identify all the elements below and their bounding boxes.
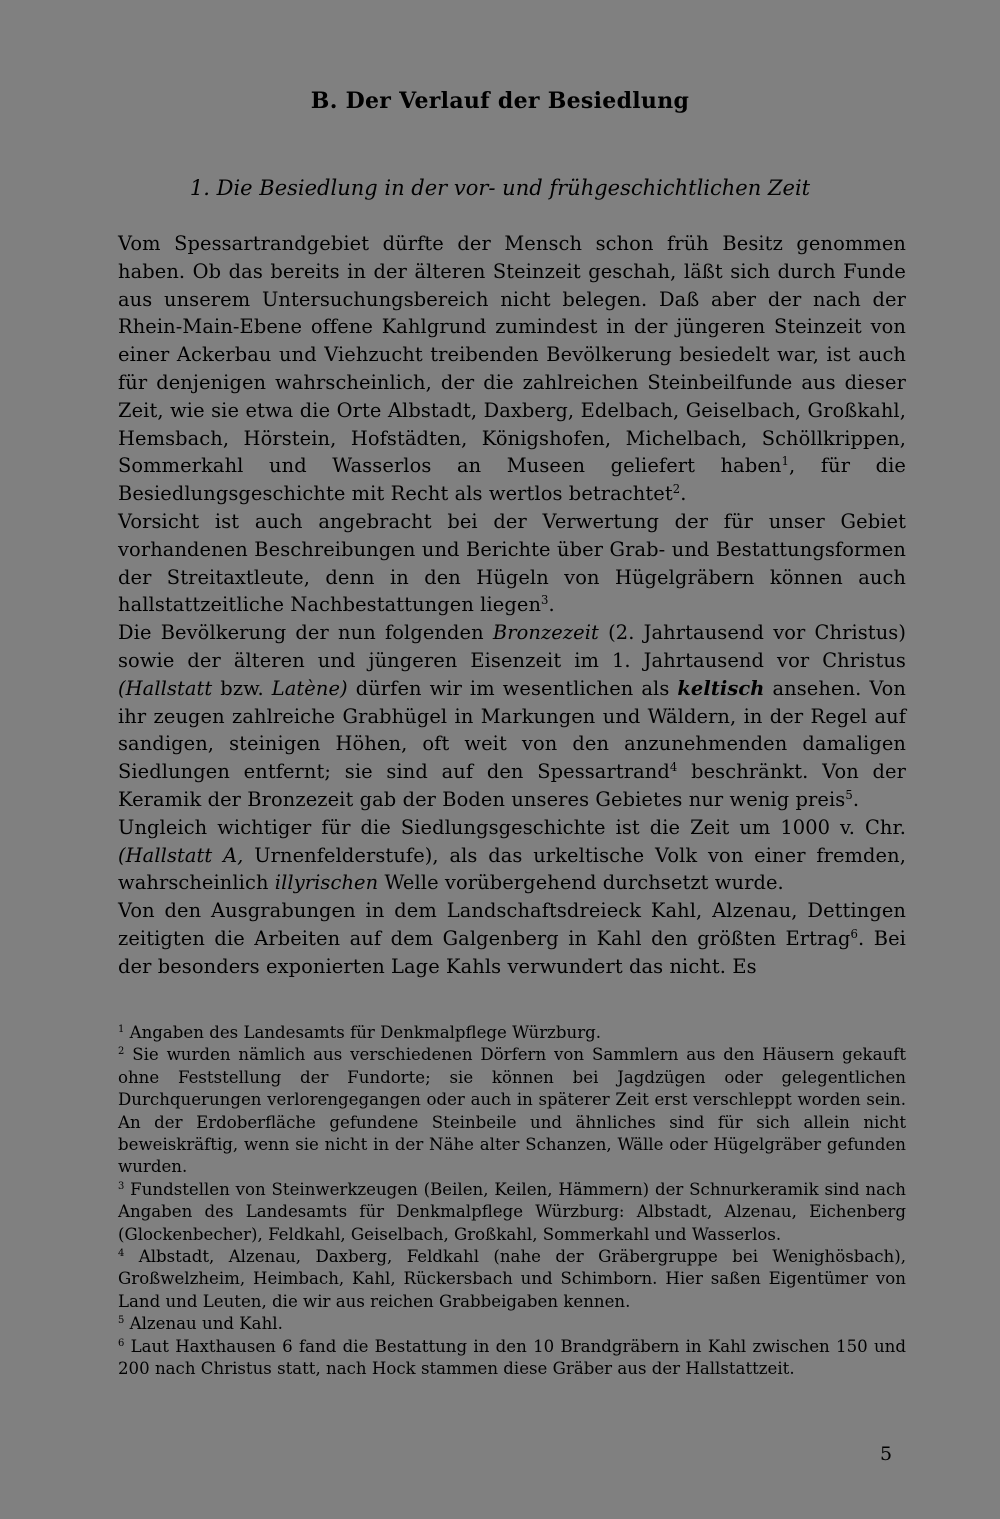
footnote-number: 1: [118, 1024, 125, 1036]
footnote-text: Angaben des Landesamts für Denkmalpflege Würzburg.: [124, 1023, 602, 1042]
page-number: 5: [880, 1443, 893, 1465]
chapter-title: B. Der Verlauf der Besiedlung: [310, 88, 690, 114]
text-run: Welle vorübergehend durchsetzt wurde.: [378, 871, 784, 895]
footnote-1: [118, 1022, 906, 1044]
footnote-ref-5: 5: [845, 787, 853, 802]
term-keltisch: keltisch: [677, 676, 765, 700]
text-run: beschränkt. Von der Keramik der Bronzezeit gab der Boden unseres Gebietes nur wenig preis: [118, 760, 906, 811]
footnote-text: Alzenau und Kahl.: [124, 1314, 283, 1334]
term-illyrischen: illyrischen: [274, 871, 379, 895]
text-run: dürfen wir im wesentlichen als: [347, 676, 678, 700]
footnote-number: 4: [118, 1248, 125, 1260]
footnote-5: [118, 1313, 906, 1335]
term-hallstatt-a: (Hallstatt A,: [118, 843, 244, 867]
main-text: [118, 230, 906, 981]
text-run: .: [680, 482, 687, 506]
footnote-ref-6: 6: [850, 926, 859, 941]
footnote-ref-3: 3: [541, 593, 549, 608]
text-run: Von den Ausgrabungen in dem Landschaftsdreieck Kahl, Alzenau, Dettingen zeitigten die Arbeiten auf dem Galgenberg in Kahl den größten Ertrag: [118, 899, 906, 950]
text-run: Die Bevölkerung der nun folgenden: [118, 621, 493, 645]
footnote-4: [118, 1246, 906, 1313]
footnote-number: 2: [118, 1046, 125, 1058]
text-run: Urnenfelderstufe), als das urkeltische Volk von einer fremden, wahrscheinlich: [118, 843, 906, 895]
footnote-text: Fundstellen von Steinwerkzeugen (Beilen, Keilen, Hämmern) der Schnurkeramik sind nach Angaben des Landesamts für Denkmalpflege Würzburg: Albstadt, Alzenau, Eichenberg (Glockenbecher), Feldkahl, Geiselbach, Großkahl, Sommerkahl und Wasserlos.: [118, 1179, 906, 1244]
text-run: Ungleich wichtiger für die Siedlungsgeschichte ist die Zeit um 1000 v. Chr.: [118, 815, 906, 839]
footnote-ref-1: 1: [781, 454, 790, 469]
footnote-text: Albstadt, Alzenau, Daxberg, Feldkahl (nahe der Gräbergruppe bei Wenighösbach), Großwelzheim, Heimbach, Kahl, Rückersbach und Schimborn. Hier saßen Eigentümer von Land und Leuten, die wir aus reichen Grabbeigaben kennen.: [118, 1247, 906, 1311]
footnote-2: [118, 1044, 906, 1178]
footnotes: [118, 1022, 906, 1381]
paragraph-2: [118, 508, 906, 619]
text-run: Vom Spessartrandgebiet dürfte der Mensch schon früh Besitz genommen haben. Ob das bereits in der älteren Steinzeit geschah, läßt sich durch Funde aus unserem Untersuchungsbereich nicht belegen. Daß aber der nach der Rhein-Main-Ebene offene Kahlgrund zumindest in der jüngeren Steinzeit von einer Ackerbau und Viehzucht treibenden Bevölkerung besiedelt war, ist auch für denjenigen wahrscheinlich, der die zahlreichen Steinbeilfunde aus dieser Zeit, wie sie etwa die Orte Albstadt, Daxberg, Edelbach, Geiselbach, Großkahl, Hemsbach, Hörstein, Hofstädten, Königshofen, Michelbach, Schöllkrippen, Sommerkahl und Wasserlos an Museen geliefert haben: [118, 232, 906, 478]
text-run: . Bei der besonders exponierten Lage Kahls verwundert das nicht. Es: [118, 926, 906, 978]
footnote-ref-2: 2: [672, 482, 681, 497]
text-run: , für die Besiedlungsgeschichte mit Recht als wertlos betrachtet: [118, 454, 906, 506]
paragraph-5: [118, 897, 906, 980]
term-latene: Latène): [271, 676, 348, 700]
term-hallstatt: (Hallstatt: [118, 676, 213, 700]
text-run: ansehen. Von ihr zeugen zahlreiche Grabhügel in Markungen und Wäldern, in der Regel auf sandigen, steinigen Höhen, oft weit von den anzunehmenden damaligen Siedlungen entfernt; sie sind auf den Spessartrand: [118, 676, 907, 784]
paragraph-4: [118, 814, 906, 897]
footnote-number: 6: [118, 1337, 125, 1349]
section-title: 1. Die Besiedlung in der vor- und frühgeschichtlichen Zeit: [189, 176, 811, 200]
footnote-ref-4: 4: [669, 760, 678, 775]
footnote-text: Laut Haxthausen 6 fand die Bestattung in den 10 Brandgräbern in Kahl zwischen 150 und 200 nach Christus statt, nach Hock stammen diese Gräber aus der Hallstattzeit.: [118, 1336, 906, 1379]
footnote-text: Sie wurden nämlich aus verschiedenen Dörfern von Sammlern aus den Häusern gekauft ohne Feststellung der Fundorte; sie können bei Jagdzügen oder gelegentlichen Durchquerungen verlorengegangen oder auch in späterer Zeit erst verschleppt worden sein. An der Erdoberfläche gefundene Steinbeile und ähnliches sind für sich allein nicht beweiskräftig, wenn sie nicht in der Nähe alter Schanzen, Wälle oder Hügelgräber gefunden wurden.: [118, 1045, 906, 1177]
text-run: bzw.: [212, 676, 272, 700]
paragraph-1: [118, 230, 906, 508]
text-run: .: [548, 593, 555, 617]
footnote-number: 3: [118, 1180, 125, 1192]
text-run: .: [852, 787, 860, 811]
text-run: (2. Jahrtausend vor Christus) sowie der älteren und jüngeren Eisenzeit im 1. Jahrtausend vor Christus: [118, 621, 907, 672]
footnote-3: [118, 1179, 906, 1246]
footnote-number: 5: [118, 1315, 125, 1327]
paragraph-3: [118, 619, 906, 814]
text-run: Vorsicht ist auch angebracht bei der Verwertung der für unser Gebiet vorhandenen Beschreibungen und Berichte über Grab- und Bestattungsformen der Streitaxtleute, denn in den Hügeln von Hügelgräbern können auch hallstattzeitliche Nachbestattungen liegen: [118, 509, 906, 617]
term-bronzezeit: Bronzezeit: [492, 621, 599, 645]
footnote-6: [118, 1336, 906, 1381]
